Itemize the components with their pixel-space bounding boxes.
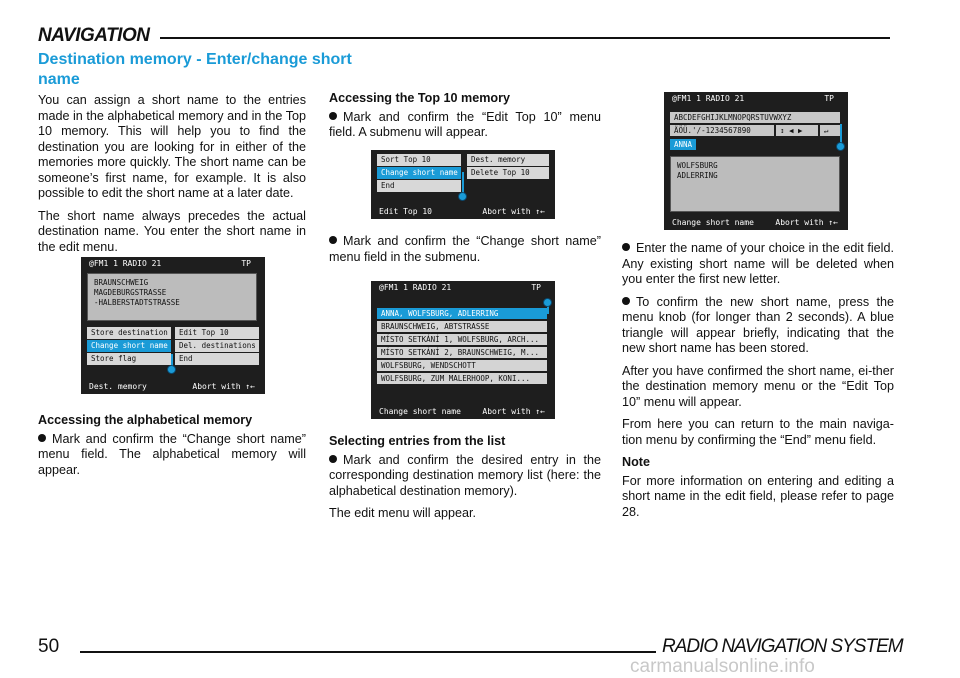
alpha-memory-heading: Accessing the alphabetical memory bbox=[38, 413, 253, 427]
bullet-icon bbox=[622, 243, 630, 251]
footer-rule bbox=[80, 651, 656, 653]
del-destinations-button[interactable]: Del. destinations bbox=[175, 340, 259, 352]
change-short-name-step: Mark and confirm the “Change short name” menu field in the submenu. bbox=[329, 234, 601, 264]
delete-top10-button[interactable]: Delete Top 10 bbox=[467, 167, 549, 179]
sort-top10-button[interactable]: Sort Top 10 bbox=[377, 154, 461, 166]
symbol-keyboard-row[interactable]: ÄÖÜ.'/-1234567890 bbox=[670, 125, 774, 136]
knob-line bbox=[547, 306, 549, 314]
knob-indicator bbox=[836, 142, 845, 151]
store-destination-button[interactable]: Store destination bbox=[87, 327, 171, 339]
top10-heading: Accessing the Top 10 memory bbox=[329, 91, 511, 105]
knob-line bbox=[462, 172, 464, 194]
list-line: -HALBERSTADTSTRASSE bbox=[94, 298, 180, 307]
screen-bottom-bar: Dest. memory Abort with ↑← bbox=[89, 382, 255, 391]
list-item[interactable]: ANNA, WOLFSBURG, ADLERRING bbox=[377, 308, 547, 319]
column-2 bbox=[329, 91, 601, 148]
knob-line bbox=[840, 124, 842, 144]
header-rule bbox=[160, 37, 890, 39]
bullet-icon bbox=[38, 434, 46, 442]
list-line: BRAUNSCHWEIG bbox=[94, 278, 149, 287]
confirm-name-step: To confirm the new short name, press the menu knob (for longer than 2 seconds). A blue triangle will appear briefly, indicating that the new short name has been stored. bbox=[622, 294, 894, 355]
bullet-icon bbox=[329, 112, 337, 120]
detail-line: ADLERRING bbox=[677, 171, 718, 180]
column-3 bbox=[622, 241, 894, 527]
column-1-lower bbox=[38, 413, 306, 485]
bullet-icon bbox=[622, 297, 630, 305]
column-2-lower bbox=[329, 434, 601, 529]
column-1 bbox=[38, 93, 306, 262]
screen-status-bar: @FM1 1 RADIO 21 TP bbox=[379, 283, 541, 292]
edit-top10-button[interactable]: Edit Top 10 bbox=[175, 327, 259, 339]
select-entries-step: Mark and confirm the desired entry in the corresponding destination memory list (here: the alphabetical destination memory). bbox=[329, 452, 601, 498]
dest-memory-button[interactable]: Dest. memory bbox=[467, 154, 549, 166]
list-line: MAGDEBURGSTRASSE bbox=[94, 288, 167, 297]
screen-bottom-bar: Edit Top 10 Abort with ↑← bbox=[379, 207, 545, 216]
alpha-memory-step: Mark and confirm the “Change short name” menu field. The alphabetical memory will appear. bbox=[38, 431, 306, 477]
return-paragraph: From here you can return to the main naviga-tion menu by confirming the “End” menu field. bbox=[622, 417, 894, 447]
bullet-icon bbox=[329, 455, 337, 463]
select-entries-heading: Selecting entries from the list bbox=[329, 434, 506, 448]
enter-key[interactable]: ↵ bbox=[820, 125, 840, 136]
note-heading: Note bbox=[622, 455, 650, 469]
change-short-name-button[interactable]: Change short name bbox=[87, 340, 171, 352]
screen-bottom-bar: Change short name Abort with ↑← bbox=[379, 407, 545, 416]
destination-list-box bbox=[87, 273, 257, 321]
knob-indicator bbox=[167, 365, 176, 374]
screen-edit-short-name bbox=[664, 92, 848, 230]
edit-menu-paragraph: The short name always precedes the actual destination name. You enter the short name in the edit menu. bbox=[38, 208, 306, 254]
knob-indicator bbox=[543, 298, 552, 307]
screen-status-bar: @FM1 1 RADIO 21 TP bbox=[672, 94, 834, 103]
edit-menu-note: The edit menu will appear. bbox=[329, 506, 477, 520]
column-2-middle bbox=[329, 234, 601, 272]
intro-paragraph: You can assign a short name to the entries made in the alphabetical memory and in the Top 10 memory. This will help you to find the destination you are looking for in either of the memories more quickly. The short name can be someone’s first name, for example. It is also possible to edit the short name at a later date. bbox=[38, 93, 306, 200]
note-paragraph: For more information on entering and editing a short name in the edit field, please refer to page 28. bbox=[622, 473, 894, 519]
list-item[interactable]: WOLFSBURG, WENDSCHOTT bbox=[377, 360, 547, 371]
section-title: Destination memory - Enter/change short name bbox=[38, 51, 352, 88]
footer-title: RADIO NAVIGATION SYSTEM bbox=[662, 636, 903, 657]
list-item[interactable]: MÍSTO SETKÁNÍ 2, BRAUNSCHWEIG, M... bbox=[377, 347, 547, 358]
end-button[interactable]: End bbox=[175, 353, 259, 365]
alphabet-keyboard-row[interactable]: ABCDEFGHIJKLMNOPQRSTUVWXYZ bbox=[670, 112, 840, 123]
enter-name-step: Enter the name of your choice in the edit field. Any existing short name will be deleted when you enter the first new letter. bbox=[622, 241, 894, 286]
header-title: NAVIGATION bbox=[38, 25, 150, 46]
change-short-name-button[interactable]: Change short name bbox=[377, 167, 461, 179]
store-flag-button[interactable]: Store flag bbox=[87, 353, 171, 365]
knob-indicator bbox=[458, 192, 467, 201]
list-item[interactable]: MÍSTO SETKÁNÍ 1, WOLFSBURG, ARCH... bbox=[377, 334, 547, 345]
list-item[interactable]: BRAUNSCHWEIG, ABTSTRASSE bbox=[377, 321, 547, 332]
cursor-keys[interactable]: ↕ ◀ ▶ bbox=[776, 125, 818, 136]
list-item[interactable]: WOLFSBURG, ZUM MALERHOOP, KONI... bbox=[377, 373, 547, 384]
screen-alphabetical-list bbox=[371, 281, 555, 419]
screen-status-bar: @FM1 1 RADIO 21 TP bbox=[89, 259, 251, 268]
watermark: carmanualsonline.info bbox=[630, 656, 815, 677]
page-number: 50 bbox=[38, 636, 60, 657]
bullet-icon bbox=[329, 236, 337, 244]
destination-detail-box bbox=[670, 156, 840, 212]
detail-line: WOLFSBURG bbox=[677, 161, 718, 170]
screen-bottom-bar: Change short name Abort with ↑← bbox=[672, 218, 838, 227]
after-confirm-paragraph: After you have confirmed the short name, ei-ther the destination memory menu or the “Edit Top 10” menu will appear. bbox=[622, 363, 894, 409]
top10-step: Mark and confirm the “Edit Top 10” menu field. A submenu will appear. bbox=[329, 109, 601, 139]
end-button[interactable]: End bbox=[377, 180, 461, 192]
short-name-edit-field[interactable]: ANNA bbox=[670, 139, 696, 150]
